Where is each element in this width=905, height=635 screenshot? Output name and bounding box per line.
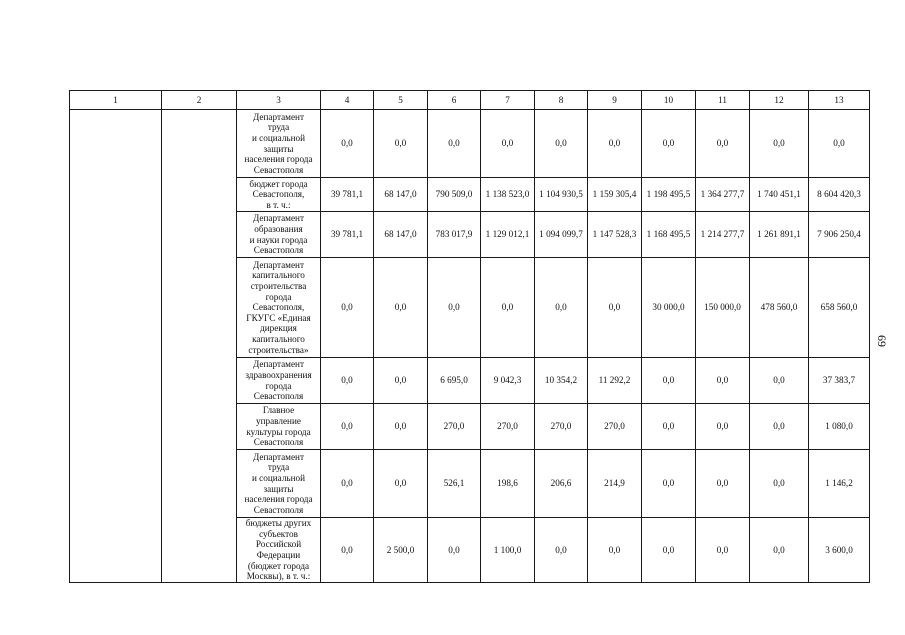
value-cell: 526,1 <box>428 450 481 518</box>
value-cell: 7 906 250,4 <box>809 212 870 258</box>
value-cell: 0,0 <box>374 358 428 404</box>
page-number: 69 <box>875 335 889 347</box>
row-label <box>237 358 321 404</box>
value-cell: 2 500,0 <box>374 518 428 583</box>
value-cell: 9 042,3 <box>481 358 535 404</box>
value-cell: 0,0 <box>321 110 374 178</box>
column-header: 11 <box>696 91 750 110</box>
value-cell: 0,0 <box>428 518 481 583</box>
row-label <box>237 404 321 450</box>
value-cell: 0,0 <box>696 358 750 404</box>
value-cell: 0,0 <box>642 110 696 178</box>
value-cell: 0,0 <box>642 358 696 404</box>
value-cell: 1 214 277,7 <box>696 212 750 258</box>
value-cell: 0,0 <box>588 518 642 583</box>
value-cell: 1 104 930,5 <box>535 178 588 212</box>
row-label <box>237 258 321 358</box>
value-cell: 1 740 451,1 <box>750 178 809 212</box>
row-label-line: защиты <box>263 143 294 154</box>
row-label-line: Севастополя <box>253 391 304 402</box>
row-label-line: населения города <box>244 494 313 505</box>
value-cell: 1 146,2 <box>809 450 870 518</box>
row-label-line: здравоохранения <box>245 369 312 380</box>
row-label-line: ГКУГС «Единая <box>246 312 311 323</box>
value-cell: 0,0 <box>809 110 870 178</box>
value-cell: 68 147,0 <box>374 212 428 258</box>
value-cell: 1 159 305,4 <box>588 178 642 212</box>
value-cell: 0,0 <box>696 404 750 450</box>
value-cell: 0,0 <box>321 358 374 404</box>
column-header: 10 <box>642 91 696 110</box>
value-cell: 206,6 <box>535 450 588 518</box>
value-cell: 0,0 <box>750 450 809 518</box>
value-cell: 1 198 495,5 <box>642 178 696 212</box>
value-cell: 0,0 <box>535 258 588 358</box>
value-cell: 1 094 099,7 <box>535 212 588 258</box>
row-label-line: капитального <box>252 270 305 281</box>
value-cell: 0,0 <box>428 110 481 178</box>
column-header: 4 <box>321 91 374 110</box>
row-label-line: субъектов <box>259 528 298 539</box>
value-cell: 3 600,0 <box>809 518 870 583</box>
value-cell: 30 000,0 <box>642 258 696 358</box>
value-cell: 150 000,0 <box>696 258 750 358</box>
merged-cell-col-2 <box>162 110 237 583</box>
value-cell: 0,0 <box>481 110 535 178</box>
value-cell: 0,0 <box>481 258 535 358</box>
value-cell: 39 781,1 <box>321 212 374 258</box>
value-cell: 0,0 <box>321 404 374 450</box>
column-header: 6 <box>428 91 481 110</box>
value-cell: 270,0 <box>535 404 588 450</box>
value-cell: 0,0 <box>750 358 809 404</box>
value-cell: 0,0 <box>750 518 809 583</box>
value-cell: 68 147,0 <box>374 178 428 212</box>
row-label-line: Департамент <box>253 359 304 370</box>
row-label-line: и социальной <box>251 472 306 483</box>
column-header: 1 <box>70 91 162 110</box>
column-header: 12 <box>750 91 809 110</box>
column-header: 13 <box>809 91 870 110</box>
row-label-line: строительства <box>250 281 307 292</box>
row-label <box>237 212 321 258</box>
value-cell: 0,0 <box>374 404 428 450</box>
row-label-line: Севастополя <box>253 164 304 175</box>
value-cell: 0,0 <box>588 110 642 178</box>
value-cell: 1 168 495,5 <box>642 212 696 258</box>
row-label-line: Департамент <box>253 451 304 462</box>
row-label-line: и социальной <box>251 132 306 143</box>
value-cell: 0,0 <box>588 258 642 358</box>
row-label-line: Севастополя <box>253 245 304 256</box>
row-label-line: и науки города <box>249 234 308 245</box>
table-row <box>70 110 870 178</box>
row-label-line: Севастополя, <box>252 189 305 200</box>
table-header-row <box>70 91 870 110</box>
value-cell: 270,0 <box>481 404 535 450</box>
value-cell: 0,0 <box>374 258 428 358</box>
column-header: 3 <box>237 91 321 110</box>
row-label <box>237 450 321 518</box>
row-label-line: капитального <box>252 333 305 344</box>
row-label-line: труда <box>267 462 290 473</box>
value-cell: 0,0 <box>374 110 428 178</box>
row-label <box>237 110 321 178</box>
row-label-line: Севастополя, <box>252 302 305 313</box>
value-cell: 658 560,0 <box>809 258 870 358</box>
row-label-line: Главное <box>262 405 295 416</box>
row-label-line: бюджет города <box>249 178 308 189</box>
row-label-line: населения города <box>244 154 313 165</box>
value-cell: 1 138 523,0 <box>481 178 535 212</box>
column-header: 8 <box>535 91 588 110</box>
column-header: 2 <box>162 91 237 110</box>
row-label-line: Федерации <box>256 550 301 560</box>
column-header: 5 <box>374 91 428 110</box>
row-label-line: строительства» <box>248 344 309 355</box>
table-body <box>70 91 870 583</box>
value-cell: 0,0 <box>321 258 374 358</box>
value-cell: 1 129 012,1 <box>481 212 535 258</box>
row-label-line: Москвы), в т. ч.: <box>246 571 311 582</box>
value-cell: 37 383,7 <box>809 358 870 404</box>
row-label-line: Департамент <box>253 259 304 270</box>
row-label-line: защиты <box>263 483 294 494</box>
value-cell: 8 604 420,3 <box>809 178 870 212</box>
value-cell: 0,0 <box>374 450 428 518</box>
row-label-line: труда <box>267 122 290 133</box>
value-cell: 0,0 <box>696 450 750 518</box>
row-label-line: города <box>265 380 292 391</box>
value-cell: 1 100,0 <box>481 518 535 583</box>
value-cell: 783 017,9 <box>428 212 481 258</box>
value-cell: 1 080,0 <box>809 404 870 450</box>
value-cell: 6 695,0 <box>428 358 481 404</box>
column-header: 7 <box>481 91 535 110</box>
row-label-line: (бюджет города <box>247 560 310 571</box>
value-cell: 214,9 <box>588 450 642 518</box>
value-cell: 270,0 <box>588 404 642 450</box>
row-label-line: управление <box>256 415 301 426</box>
value-cell: 0,0 <box>642 404 696 450</box>
value-cell: 1 364 277,7 <box>696 178 750 212</box>
value-cell: 0,0 <box>642 518 696 583</box>
column-header: 9 <box>588 91 642 110</box>
value-cell: 0,0 <box>321 518 374 583</box>
value-cell: 0,0 <box>750 110 809 178</box>
value-cell: 1 261 891,1 <box>750 212 809 258</box>
row-label-line: дирекция <box>260 323 297 334</box>
merged-cell-col-1 <box>70 110 162 583</box>
row-label-line: образования <box>254 223 303 234</box>
value-cell: 790 509,0 <box>428 178 481 212</box>
value-cell: 0,0 <box>535 518 588 583</box>
value-cell: 270,0 <box>428 404 481 450</box>
value-cell: 198,6 <box>481 450 535 518</box>
row-label-line: города <box>265 291 292 302</box>
row-label-line: в т. ч.: <box>266 199 291 210</box>
value-cell: 10 354,2 <box>535 358 588 404</box>
value-cell: 0,0 <box>535 110 588 178</box>
row-label-line: Российской <box>255 539 302 550</box>
budget-table <box>69 90 870 583</box>
value-cell: 0,0 <box>642 450 696 518</box>
row-label <box>237 518 321 583</box>
value-cell: 11 292,2 <box>588 358 642 404</box>
value-cell: 0,0 <box>428 258 481 358</box>
row-label <box>237 178 321 212</box>
row-label-line: Севастополя <box>253 504 304 515</box>
value-cell: 478 560,0 <box>750 258 809 358</box>
value-cell: 0,0 <box>696 518 750 583</box>
row-label-line: культуры города <box>246 426 311 437</box>
row-label-line: Севастополя <box>253 437 304 448</box>
row-label-line: бюджеты других <box>245 518 312 529</box>
value-cell: 0,0 <box>696 110 750 178</box>
row-label-line: Департамент <box>253 213 304 224</box>
value-cell: 1 147 528,3 <box>588 212 642 258</box>
value-cell: 0,0 <box>750 404 809 450</box>
value-cell: 0,0 <box>321 450 374 518</box>
value-cell: 39 781,1 <box>321 178 374 212</box>
row-label-line: Департамент <box>253 111 304 122</box>
